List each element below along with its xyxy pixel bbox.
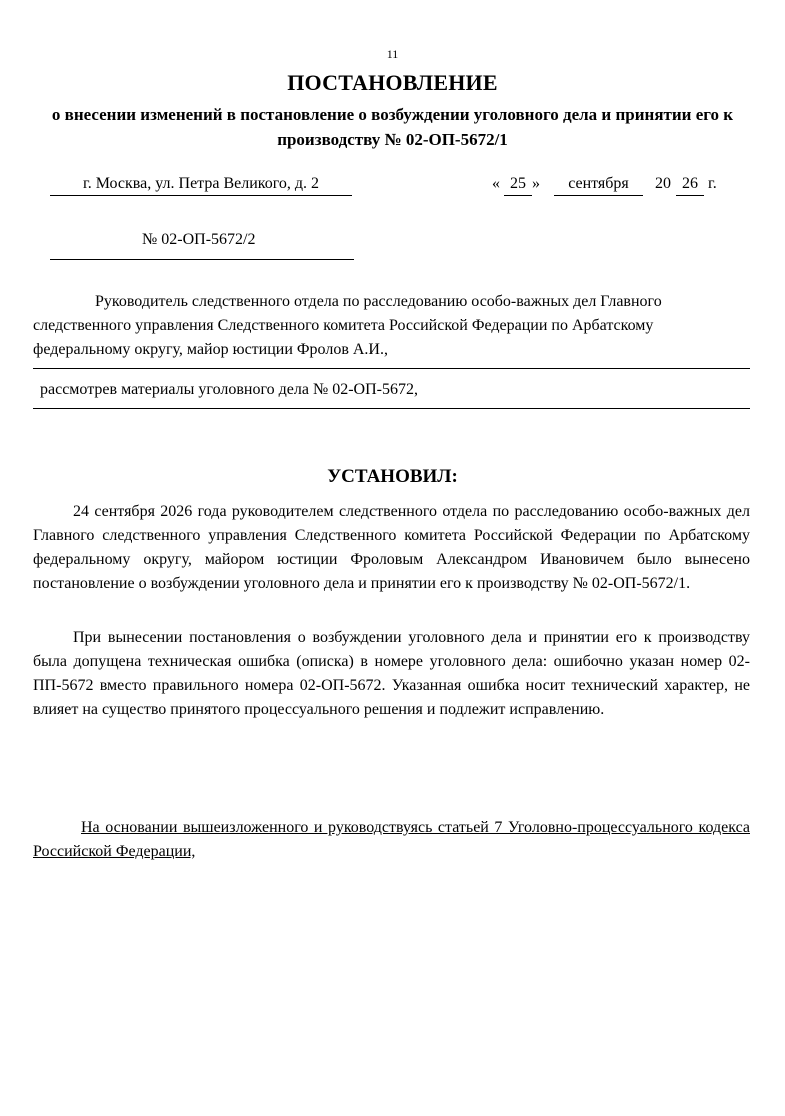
paragraph-2: При вынесении постановления о возбуждении уголовного дела и принятии его к производству была допущена техническая ошибка (описка) в номере уголовного дела: ошибочно указан номер 02-ПП-5672 вместо правильного номера 02-ОП-5672. Указанная ошибка носит технический характер, не влияет на существо принятого процессуального решения и подлежит исправлению. — [33, 629, 750, 718]
date-quote-open: « — [492, 175, 500, 192]
registration-number-field — [50, 229, 354, 260]
document-title: ПОСТАНОВЛЕНИЕ — [287, 70, 498, 95]
date-year: 26 — [676, 173, 704, 196]
place-field: г. Москва, ул. Петра Великого, д. 2 — [50, 173, 352, 196]
section-heading-established: УСТАНОВИЛ: — [327, 466, 458, 487]
date-field — [492, 173, 732, 195]
date-year-suffix: г. — [708, 175, 717, 192]
page-number: 11 — [386, 47, 399, 61]
registration-number: № 02-ОП-5672/2 — [142, 231, 256, 248]
paragraph-1: 24 сентября 2026 года руководителем следственного отдела по расследованию особо-важных дел Главного следственного управления Следственного комитета Российской Федерации по Арбатскому федеральному округу, майором юстиции Фроловым Александром Ивановичем было вынесено постановление о возбуждении уголовного дела и принятии его к производству № 02-ОП-5672/1. — [33, 503, 750, 592]
date-century: 20 — [655, 175, 671, 192]
basis-paragraph: На основании вышеизложенного и руководствуясь статьей 7 Уголовно-процессуального кодекса Российской Федерации, — [33, 819, 750, 860]
document-subtitle: о внесении изменений в постановление о возбуждении уголовного дела и принятии его к производству № 02-ОП-5672/1 — [51, 105, 734, 149]
date-quote-close: » — [532, 175, 540, 192]
date-day: 25 — [504, 173, 532, 196]
date-month: сентября — [554, 173, 643, 196]
considered-materials: рассмотрев материалы уголовного дела № 02-ОП-5672, — [33, 378, 750, 409]
official-description: Руководитель следственного отдела по расследованию особо-важных дел Главного следственного управления Следственного комитета Российской Федерации по Арбатскому федеральному округу, майор юстиции Фролов А.И., — [33, 290, 750, 369]
